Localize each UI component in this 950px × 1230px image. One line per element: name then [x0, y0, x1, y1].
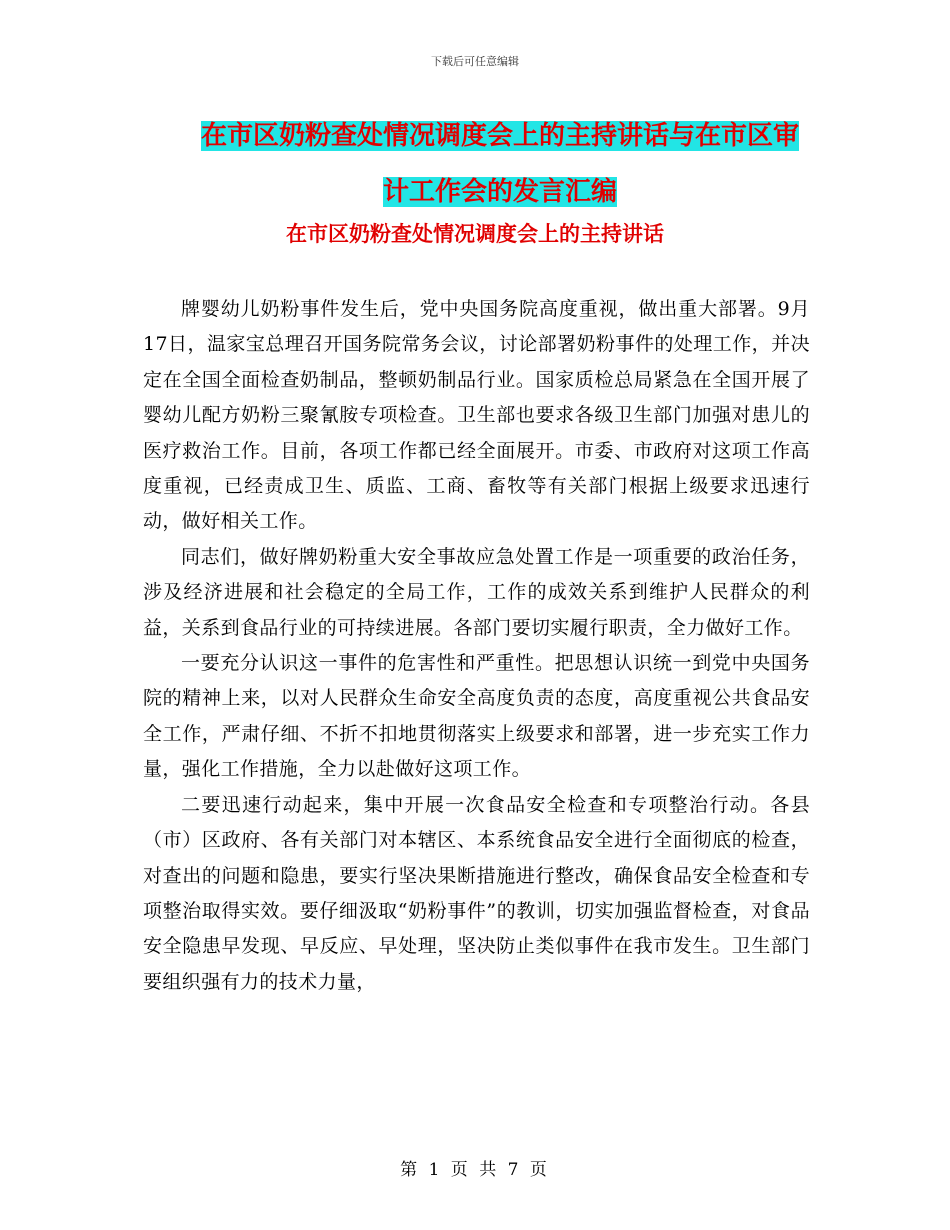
paragraph: 同志们，做好牌奶粉重大安全事故应急处置工作是一项重要的政治任务，涉及经济进展和社会稳定的全局工作，工作的成效关系到维护人民群众的利益，关系到食品行业的可持续进展。各部门要切实履行职责，全力做好工作。 [143, 545, 810, 639]
section-title: 在市区奶粉查处情况调度会上的主持讲话 [286, 221, 664, 246]
page-number-footer: 第 1 页 共 7 页 [400, 1160, 550, 1180]
paragraph: 牌婴幼儿奶粉事件发生后，党中央国务院高度重视，做出重大部署。9月17日，温家宝总理召开国务院常务会议，讨论部署奶粉事件的处理工作，并决定在全国全面检查奶制品，整顿奶制品行业。国家质检总局紧急在全国开展了婴幼儿配方奶粉三聚氰胺专项检查。卫生部也要求各级卫生部门加强对患儿的医疗救治工作。目前，各项工作都已经全面展开。市委、市政府对这项工作高度重视，已经责成卫生、质监、工商、畜牧等有关部门根据上级要求迅速行动，做好相关工作。 [143, 298, 810, 533]
document-title [195, 108, 805, 220]
document-title-line-2: 计工作会的发言汇编 [382, 177, 617, 207]
page-header: 下载后可任意编辑 [431, 55, 519, 68]
paragraph: 二要迅速行动起来，集中开展一次食品安全检查和专项整治行动。各县（市）区政府、各有关部门对本辖区、本系统食品安全进行全面彻底的检查，对查出的问题和隐患，要实行坚决果断措施进行整改，确保食品安全检查和专项整治取得实效。要仔细汲取“奶粉事件”的教训，切实加强监督检查，对食品安全隐患早发现、早反应、早处理，坚决防止类似事件在我市发生。卫生部门要组织强有力的技术力量， [143, 793, 810, 993]
paragraph: 一要充分认识这一事件的危害性和严重性。把思想认识统一到党中央国务院的精神上来，以对人民群众生命安全高度负责的态度，高度重视公共食品安全工作，严肃仔细、不折不扣地贯彻落实上级要求和部署，进一步充实工作力量，强化工作措施，全力以赴做好这项工作。 [143, 652, 810, 781]
body-text [143, 292, 810, 1000]
document-title-line-1: 在市区奶粉查处情况调度会上的主持讲话与在市区审 [200, 121, 799, 151]
